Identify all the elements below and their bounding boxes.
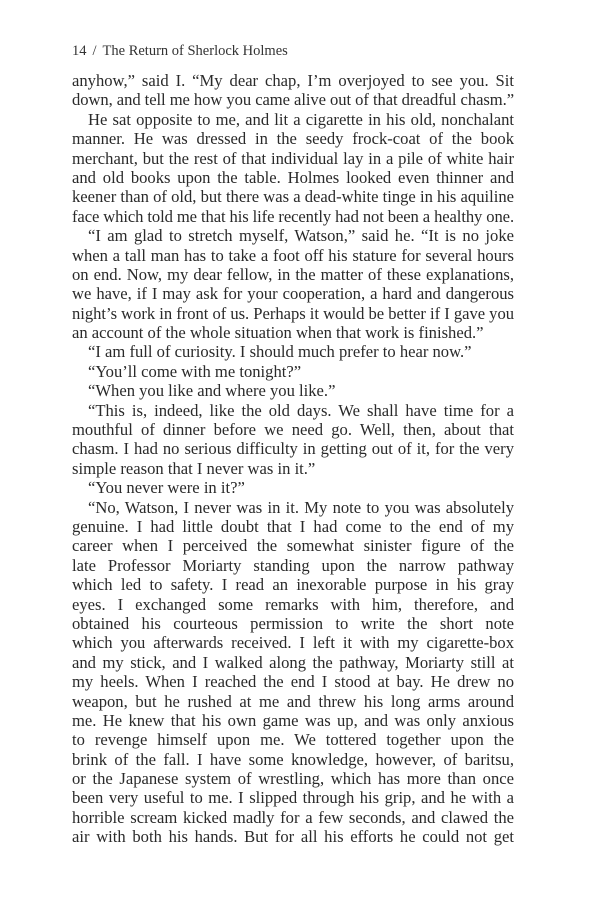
- running-head: [72, 41, 288, 61]
- text-line: keener than of old, but there was a dead-white tinge in his aquiline: [72, 187, 514, 207]
- text-line: which you afterwards received. I left it with my cigarette-box: [72, 633, 514, 653]
- text-line: which led to safety. I read an inexorable purpose in his gray: [72, 575, 514, 595]
- text-line: on end. Now, my dear fellow, in the matter of these explanations,: [72, 264, 514, 284]
- text-line: “You never were in it?”: [88, 478, 245, 498]
- text-line: “No, Watson, I never was in it. My note to you was absolutely: [88, 497, 514, 517]
- body-text: [72, 71, 514, 847]
- text-line: anyhow,” said I. “My dear chap, I’m overjoyed to see you. Sit: [72, 71, 514, 90]
- header-separator: /: [92, 43, 97, 59]
- text-line: simple reason that I never was in it.”: [72, 458, 316, 478]
- text-line: obtained his courteous permission to write the short note: [72, 613, 514, 633]
- text-line: and old books upon the table. Holmes looked even thinner and: [72, 167, 514, 187]
- text-line: or the Japanese system of wrestling, which has more than once: [72, 769, 514, 789]
- text-line: my heels. When I reached the end I stood at bay. He drew no: [72, 672, 514, 692]
- text-line: “You’ll come with me tonight?”: [88, 361, 302, 381]
- text-line: “I am full of curiosity. I should much prefer to hear now.”: [88, 342, 472, 362]
- text-line: “I am glad to stretch myself, Watson,” said he. “It is no joke: [88, 226, 514, 246]
- text-line: we have, if I may ask for your cooperation, a hard and dangerous: [72, 284, 514, 304]
- text-line: me. He knew that his own game was up, and was only anxious: [72, 710, 514, 730]
- text-line: down, and tell me how you came alive out of that dreadful chasm.”: [72, 90, 514, 110]
- text-line: mouthful of dinner before we need go. Well, then, about that: [72, 420, 514, 440]
- text-line: “This is, indeed, like the old days. We shall have time for a: [88, 400, 514, 420]
- text-line: merchant, but the rest of that individual lay in a pile of white hair: [72, 148, 514, 168]
- text-line: He sat opposite to me, and lit a cigarette in his old, nonchalant: [88, 109, 514, 129]
- text-line: manner. He was dressed in the seedy frock-coat of the book: [72, 129, 514, 149]
- text-line: face which told me that his life recently had not been a healthy one.: [72, 206, 514, 226]
- book-title: The Return of Sherlock Holmes: [102, 43, 288, 59]
- text-line: genuine. I had little doubt that I had come to the end of my: [72, 516, 514, 536]
- text-line: air with both his hands. But for all his efforts he could not get: [72, 827, 514, 847]
- text-line: an account of the whole situation when that work is finished.”: [72, 323, 484, 343]
- text-line: weapon, but he rushed at me and threw his long arms around: [72, 691, 514, 711]
- text-line: horrible scream kicked madly for a few seconds, and clawed the: [72, 807, 514, 827]
- text-line: late Professor Moriarty standing upon the narrow pathway: [72, 555, 514, 575]
- text-line: been very useful to me. I slipped through his grip, and he with a: [72, 788, 514, 808]
- text-line: night’s work in front of us. Perhaps it would be better if I gave you: [72, 303, 514, 323]
- text-line: when a tall man has to take a foot off his stature for several hours: [72, 245, 514, 265]
- text-line: and my stick, and I walked along the pathway, Moriarty still at: [72, 652, 514, 672]
- text-line: chasm. I had no serious difficulty in getting out of it, for the very: [72, 439, 514, 459]
- text-line: “When you like and where you like.”: [88, 381, 336, 401]
- text-line: to revenge himself upon me. We tottered together upon the: [72, 730, 514, 750]
- text-line: brink of the fall. I have some knowledge, however, of baritsu,: [72, 749, 514, 769]
- page-number: 14: [72, 43, 87, 59]
- text-line: career when I perceived the somewhat sinister figure of the: [72, 536, 514, 556]
- text-line: eyes. I exchanged some remarks with him, therefore, and: [72, 594, 514, 614]
